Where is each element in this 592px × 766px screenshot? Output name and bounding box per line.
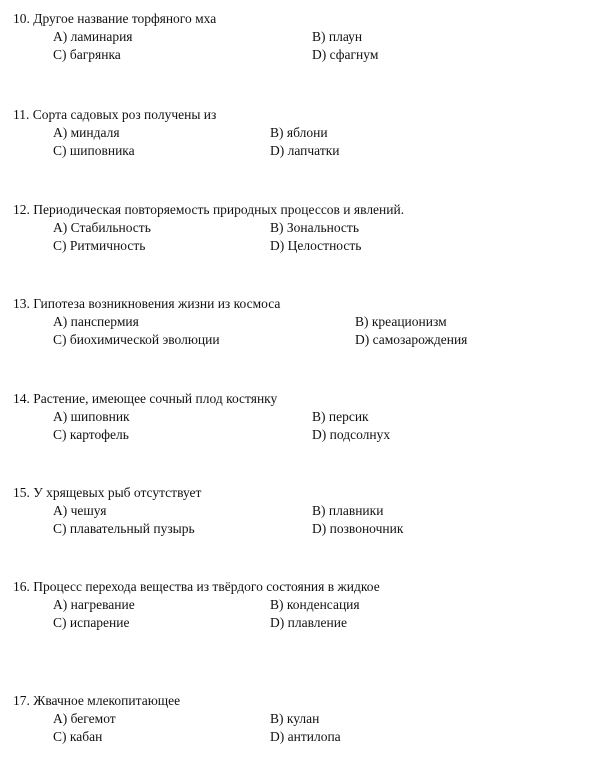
option-c: C) биохимической эволюции (53, 332, 220, 347)
option-c: C) шиповника (53, 143, 135, 158)
option-c: C) испарение (53, 615, 130, 630)
option-d: D) антилопа (270, 729, 341, 744)
option-a: A) Стабильность (53, 220, 151, 235)
option-a: A) миндаля (53, 125, 120, 140)
option-b: B) яблони (270, 125, 328, 140)
question-text: 10. Другое название торфяного мха (13, 11, 217, 26)
option-c: C) Ритмичность (53, 238, 146, 253)
question-text: 17. Жвачное млекопитающее (13, 693, 181, 708)
question-text: 12. Периодическая повторяемость природных процессов и явлений. (13, 202, 405, 217)
option-a: A) нагревание (53, 597, 135, 612)
option-c: C) багрянка (53, 47, 121, 62)
option-b: B) креационизм (355, 314, 447, 329)
option-d: D) подсолнух (312, 427, 391, 442)
question-text: 13. Гипотеза возникновения жизни из космоса (13, 296, 281, 311)
option-c: C) кабан (53, 729, 103, 744)
option-b: B) персик (312, 409, 369, 424)
option-b: B) кулан (270, 711, 320, 726)
option-d: D) плавление (270, 615, 347, 630)
option-d: D) сфагнум (312, 47, 379, 62)
option-b: B) плаун (312, 29, 363, 44)
option-b: B) конденсация (270, 597, 360, 612)
option-a: A) шиповник (53, 409, 130, 424)
option-d: D) лапчатки (270, 143, 340, 158)
question-text: 16. Процесс перехода вещества из твёрдого состояния в жидкое (13, 579, 380, 594)
question-text: 11. Сорта садовых роз получены из (13, 107, 217, 122)
option-a: A) панспермия (53, 314, 139, 329)
option-d: D) самозарождения (355, 332, 468, 347)
option-d: D) Целостность (270, 238, 362, 253)
option-b: B) плавники (312, 503, 384, 518)
question-text: 14. Растение, имеющее сочный плод костянку (13, 391, 278, 406)
option-a: A) ламинария (53, 29, 133, 44)
question-text: 15. У хрящевых рыб отсутствует (13, 485, 202, 500)
option-b: B) Зональность (270, 220, 359, 235)
option-c: C) плавательный пузырь (53, 521, 195, 536)
option-d: D) позвоночник (312, 521, 404, 536)
option-a: A) чешуя (53, 503, 107, 518)
option-c: C) картофель (53, 427, 129, 442)
option-a: A) бегемот (53, 711, 116, 726)
